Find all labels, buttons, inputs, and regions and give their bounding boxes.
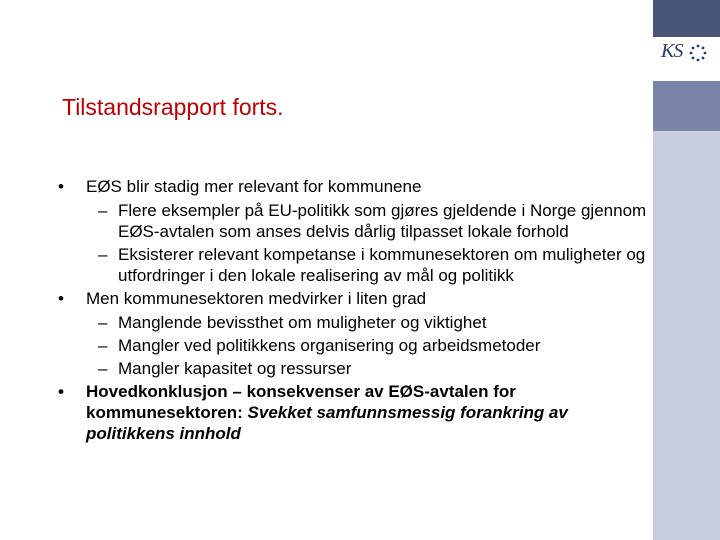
slide-body — [58, 176, 648, 447]
logo-text: KS — [661, 40, 683, 62]
dash-icon: – — [98, 245, 108, 264]
conclusion-italic-text: Svekket samfunnsmessig forankring av politikkens innhold — [86, 403, 568, 443]
sub-bullet-text: Eksisterer relevant kompetanse i kommunesektoren om muligheter og utfordringer i den lokale realisering av mål og politikk — [118, 245, 646, 285]
dash-icon: – — [98, 359, 108, 378]
sub-bullet-item — [58, 358, 648, 379]
sub-bullet-text: Flere eksempler på EU-politikk som gjøres gjeldende i Norge gjennom EØS-avtalen som anses delvis dårlig tilpasset lokale forhold — [118, 201, 647, 241]
sub-bullet-item — [58, 312, 648, 333]
sub-bullet-item — [58, 200, 648, 242]
dash-icon: – — [98, 313, 108, 332]
conclusion-text: Hovedkonklusjon – konsekvenser av EØS-avtalen for kommunesektoren: — [86, 382, 516, 422]
bullet-icon: • — [58, 382, 64, 401]
bullet-icon: • — [58, 289, 64, 308]
bullet-icon: • — [58, 177, 64, 196]
strip-band-dark — [653, 0, 720, 37]
bullet-text: Men kommunesektoren medvirker i liten grad — [86, 289, 427, 308]
dash-icon: – — [98, 336, 108, 355]
bullet-text: EØS blir stadig mer relevant for kommunene — [86, 177, 422, 196]
strip-band-light — [653, 131, 720, 540]
strip-band-mid — [653, 81, 720, 131]
bullet-item-conclusion — [58, 381, 648, 444]
dash-icon: – — [98, 201, 108, 220]
sub-bullet-text: Mangler kapasitet og ressurser — [118, 359, 352, 378]
sub-bullet-item — [58, 244, 648, 286]
bullet-item — [58, 176, 648, 197]
sub-bullet-text: Manglende bevissthet om muligheter og viktighet — [118, 313, 487, 332]
sub-bullet-item — [58, 335, 648, 356]
slide-title: Tilstandsrapport forts. — [62, 94, 284, 120]
ks-logo — [661, 40, 715, 68]
logo-ring-icon — [689, 44, 707, 62]
sub-bullet-text: Mangler ved politikkens organisering og arbeidsmetoder — [118, 336, 541, 355]
bullet-item — [58, 288, 648, 309]
side-color-strip — [653, 0, 720, 540]
